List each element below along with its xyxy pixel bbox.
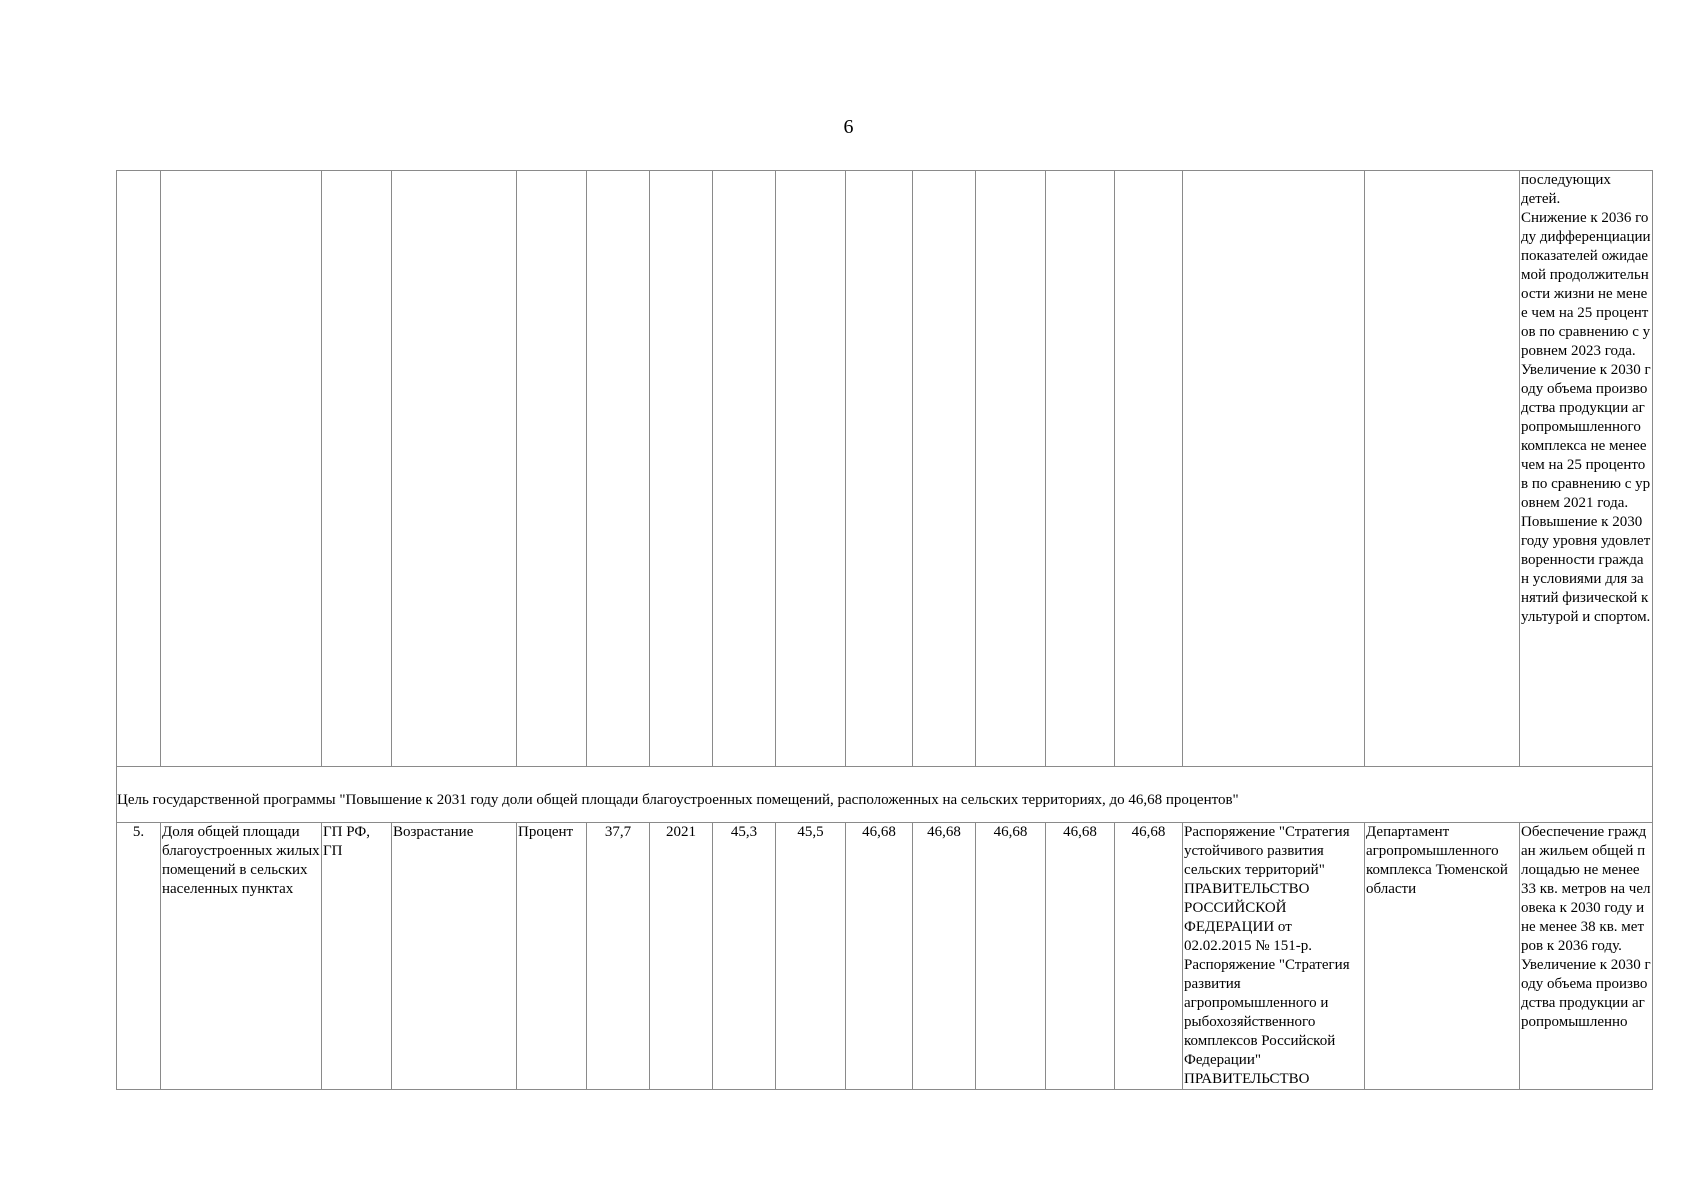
value-cell: 45,3	[713, 823, 776, 1090]
empty-cell	[1183, 171, 1365, 767]
link-cell: Обеспечение граждан жильем общей площадью не менее 33 кв. метров на человека к 2030 году и не менее 38 кв. метров к 2036 году. Увеличение к 2030 году объема производства продукции агропромышленно	[1520, 823, 1653, 1090]
empty-cell	[1365, 171, 1520, 767]
documents-cell: Распоряжение "Стратегия устойчивого развития сельских территорий" ПРАВИТЕЛЬСТВО РОССИЙСКОЙ ФЕДЕРАЦИИ от 02.02.2015 № 151-р. Распоряжение "Стратегия развития агропромышленного и рыбохозяйственного комплексов Российской Федерации" ПРАВИТЕЛЬСТВО	[1183, 823, 1365, 1090]
empty-cell	[1046, 171, 1115, 767]
base-value: 37,7	[587, 823, 650, 1090]
empty-cell	[976, 171, 1046, 767]
continuation-text-cell: последующих детей. Снижение к 2036 году дифференциации показателей ожидаемой продолжительности жизни не менее чем на 25 процентов по сравнению с уровнем 2023 года. Увеличение к 2030 году объема производства продукции агропромышленного комплекса не менее чем на 25 процентов по сравнению с уровнем 2021 года. Повышение к 2030 году уровня удовлетворенности граждан условиями для занятий физической культурой и спортом.	[1520, 171, 1653, 767]
value-cell: 46,68	[913, 823, 976, 1090]
base-year: 2021	[650, 823, 713, 1090]
value-cell: 46,68	[1046, 823, 1115, 1090]
value-cell: 46,68	[1115, 823, 1183, 1090]
empty-cell	[587, 171, 650, 767]
empty-cell	[161, 171, 322, 767]
indicators-table	[116, 170, 1653, 1090]
goal-text: Цель государственной программы "Повышение к 2031 году доли общей площади благоустроенных помещений, расположенных на сельских территориях, до 46,68 процентов"	[117, 767, 1653, 823]
empty-cell	[517, 171, 587, 767]
value-cell: 45,5	[776, 823, 846, 1090]
indicator-name: Доля общей площади благоустроенных жилых помещений в сельских населенных пунктах	[161, 823, 322, 1090]
empty-cell	[1115, 171, 1183, 767]
empty-cell	[392, 171, 517, 767]
empty-cell	[846, 171, 913, 767]
indicator-level: ГП РФ, ГП	[322, 823, 392, 1090]
continuation-row	[117, 171, 1653, 767]
row-number: 5.	[117, 823, 161, 1090]
goal-row	[117, 767, 1653, 823]
value-cell: 46,68	[976, 823, 1046, 1090]
empty-cell	[913, 171, 976, 767]
responsible-cell: Департамент агропромышленного комплекса Тюменской области	[1365, 823, 1520, 1090]
empty-cell	[322, 171, 392, 767]
value-cell: 46,68	[846, 823, 913, 1090]
empty-cell	[776, 171, 846, 767]
empty-cell	[117, 171, 161, 767]
table-row	[117, 823, 1653, 1090]
empty-cell	[713, 171, 776, 767]
page-number: 6	[843, 116, 854, 138]
indicator-unit: Процент	[517, 823, 587, 1090]
indicator-trend: Возрастание	[392, 823, 517, 1090]
empty-cell	[650, 171, 713, 767]
